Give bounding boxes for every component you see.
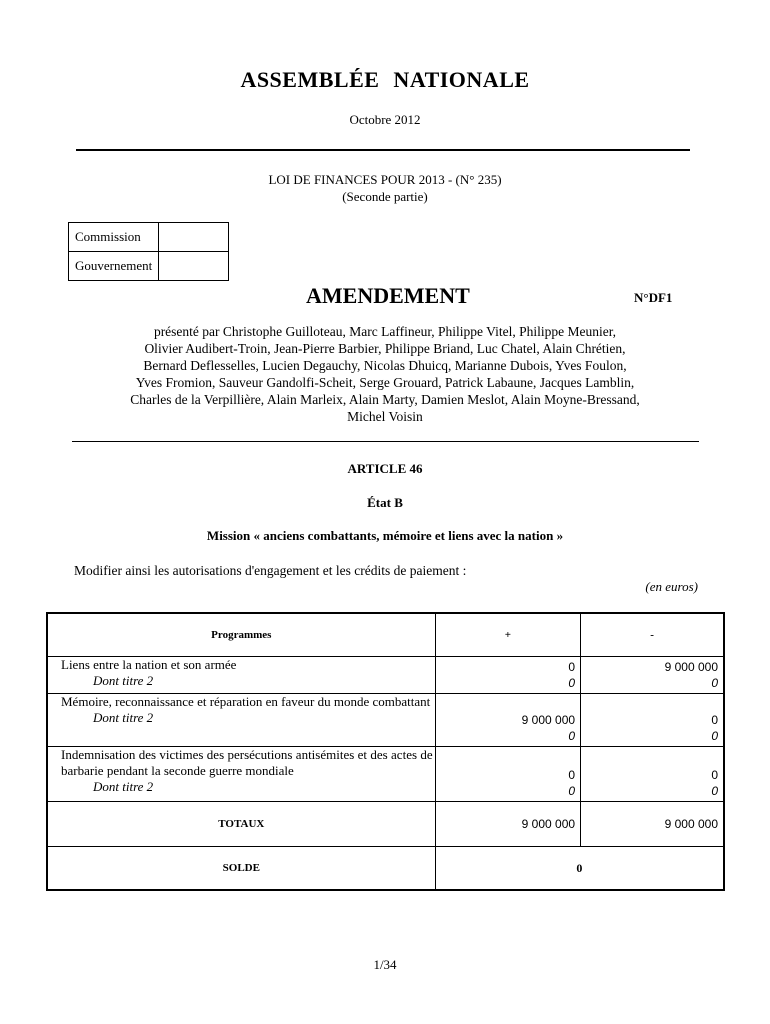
authors-line: Michel Voisin	[347, 409, 423, 424]
minus-cell	[581, 747, 724, 802]
programme-name: Mémoire, reconnaissance et réparation en faveur du monde combattant	[61, 694, 431, 709]
authors-line: Bernard Deflesselles, Lucien Degauchy, Nicolas Dhuicq, Marianne Dubois, Yves Foulon,	[143, 358, 627, 373]
article-title: ARTICLE 46	[347, 461, 423, 476]
state-title: État B	[367, 495, 403, 510]
totals-row	[47, 802, 724, 847]
programme-cell	[47, 694, 435, 747]
plus-dont-value: 0	[568, 729, 576, 743]
instruction-text: Modifier ainsi les autorisations d'engagement et les crédits de paiement :	[74, 563, 467, 578]
plus-cell	[435, 657, 580, 694]
amendment-number: N°DF1	[634, 290, 673, 305]
totals-plus: 9 000 000	[435, 802, 580, 847]
authors-block	[60, 323, 710, 425]
programme-cell	[47, 657, 435, 694]
programme-dont-titre: Dont titre 2	[93, 673, 154, 688]
table-row	[47, 657, 724, 694]
opinion-value-government	[159, 252, 229, 281]
mission-title: Mission « anciens combattants, mémoire et liens avec la nation »	[206, 528, 564, 543]
minus-cell	[581, 657, 724, 694]
plus-value: 0	[568, 768, 576, 782]
table-row	[47, 694, 724, 747]
authors-line: Olivier Audibert-Troin, Jean-Pierre Barbier, Philippe Briand, Luc Chatel, Alain Chrétien,	[144, 341, 626, 356]
opinion-label-commission: Commission	[69, 223, 159, 252]
minus-value: 0	[711, 713, 718, 727]
minus-dont-value: 0	[711, 676, 718, 690]
opinion-row-commission	[69, 223, 229, 252]
plus-cell	[435, 747, 580, 802]
totals-label: TOTAUX	[47, 802, 435, 847]
header-minus: -	[581, 613, 724, 657]
balance-row	[47, 847, 724, 891]
programme-name: Liens entre la nation et son armée	[61, 657, 237, 672]
programme-name: Indemnisation des victimes des persécutions antisémites et des actes de barbarie pendant la seconde guerre mondiale	[61, 747, 433, 778]
minus-dont-value: 0	[711, 784, 718, 798]
authors-line: Charles de la Verpillière, Alain Marleix, Alain Marty, Damien Meslot, Alain Moyne-Bressand,	[130, 392, 640, 407]
header-divider	[76, 149, 690, 151]
law-title: LOI DE FINANCES POUR 2013 - (N° 235)	[268, 172, 502, 187]
header-plus: +	[435, 613, 580, 657]
minus-value: 9 000 000	[664, 660, 718, 674]
minus-dont-value: 0	[711, 729, 718, 743]
plus-value: 9 000 000	[521, 713, 576, 727]
balance-value: 0	[435, 847, 724, 891]
authors-line: présenté par Christophe Guilloteau, Marc Laffineur, Philippe Vitel, Philippe Meunier,	[153, 324, 617, 339]
header-programmes: Programmes	[47, 613, 435, 657]
opinion-label-government: Gouvernement	[69, 252, 159, 281]
minus-value: 0	[711, 768, 718, 782]
unit-label: (en euros)	[645, 579, 698, 594]
table-row	[47, 747, 724, 802]
plus-cell	[435, 694, 580, 747]
document-date: Octobre 2012	[349, 112, 421, 127]
opinion-box	[68, 222, 229, 281]
programme-dont-titre: Dont titre 2	[93, 779, 154, 794]
table-header-row	[47, 613, 724, 657]
programme-cell	[47, 747, 435, 802]
opinion-value-commission	[159, 223, 229, 252]
balance-label: SOLDE	[47, 847, 435, 891]
institution-title: ASSEMBLÉE NATIONALE	[240, 67, 530, 92]
authors-line: Yves Fromion, Sauveur Gandolfi-Scheit, Serge Grouard, Patrick Labaune, Jacques Lamblin,	[135, 375, 635, 390]
opinion-row-government	[69, 252, 229, 281]
plus-value: 0	[568, 660, 576, 674]
totals-minus: 9 000 000	[581, 802, 724, 847]
law-subtitle: (Seconde partie)	[342, 189, 428, 204]
plus-dont-value: 0	[568, 676, 576, 690]
credits-table	[46, 612, 725, 891]
section-divider	[72, 441, 699, 442]
page-number: 1/34	[373, 957, 397, 972]
plus-dont-value: 0	[568, 784, 576, 798]
minus-cell	[581, 694, 724, 747]
programme-dont-titre: Dont titre 2	[93, 710, 154, 725]
amendment-title: AMENDEMENT	[306, 283, 470, 308]
